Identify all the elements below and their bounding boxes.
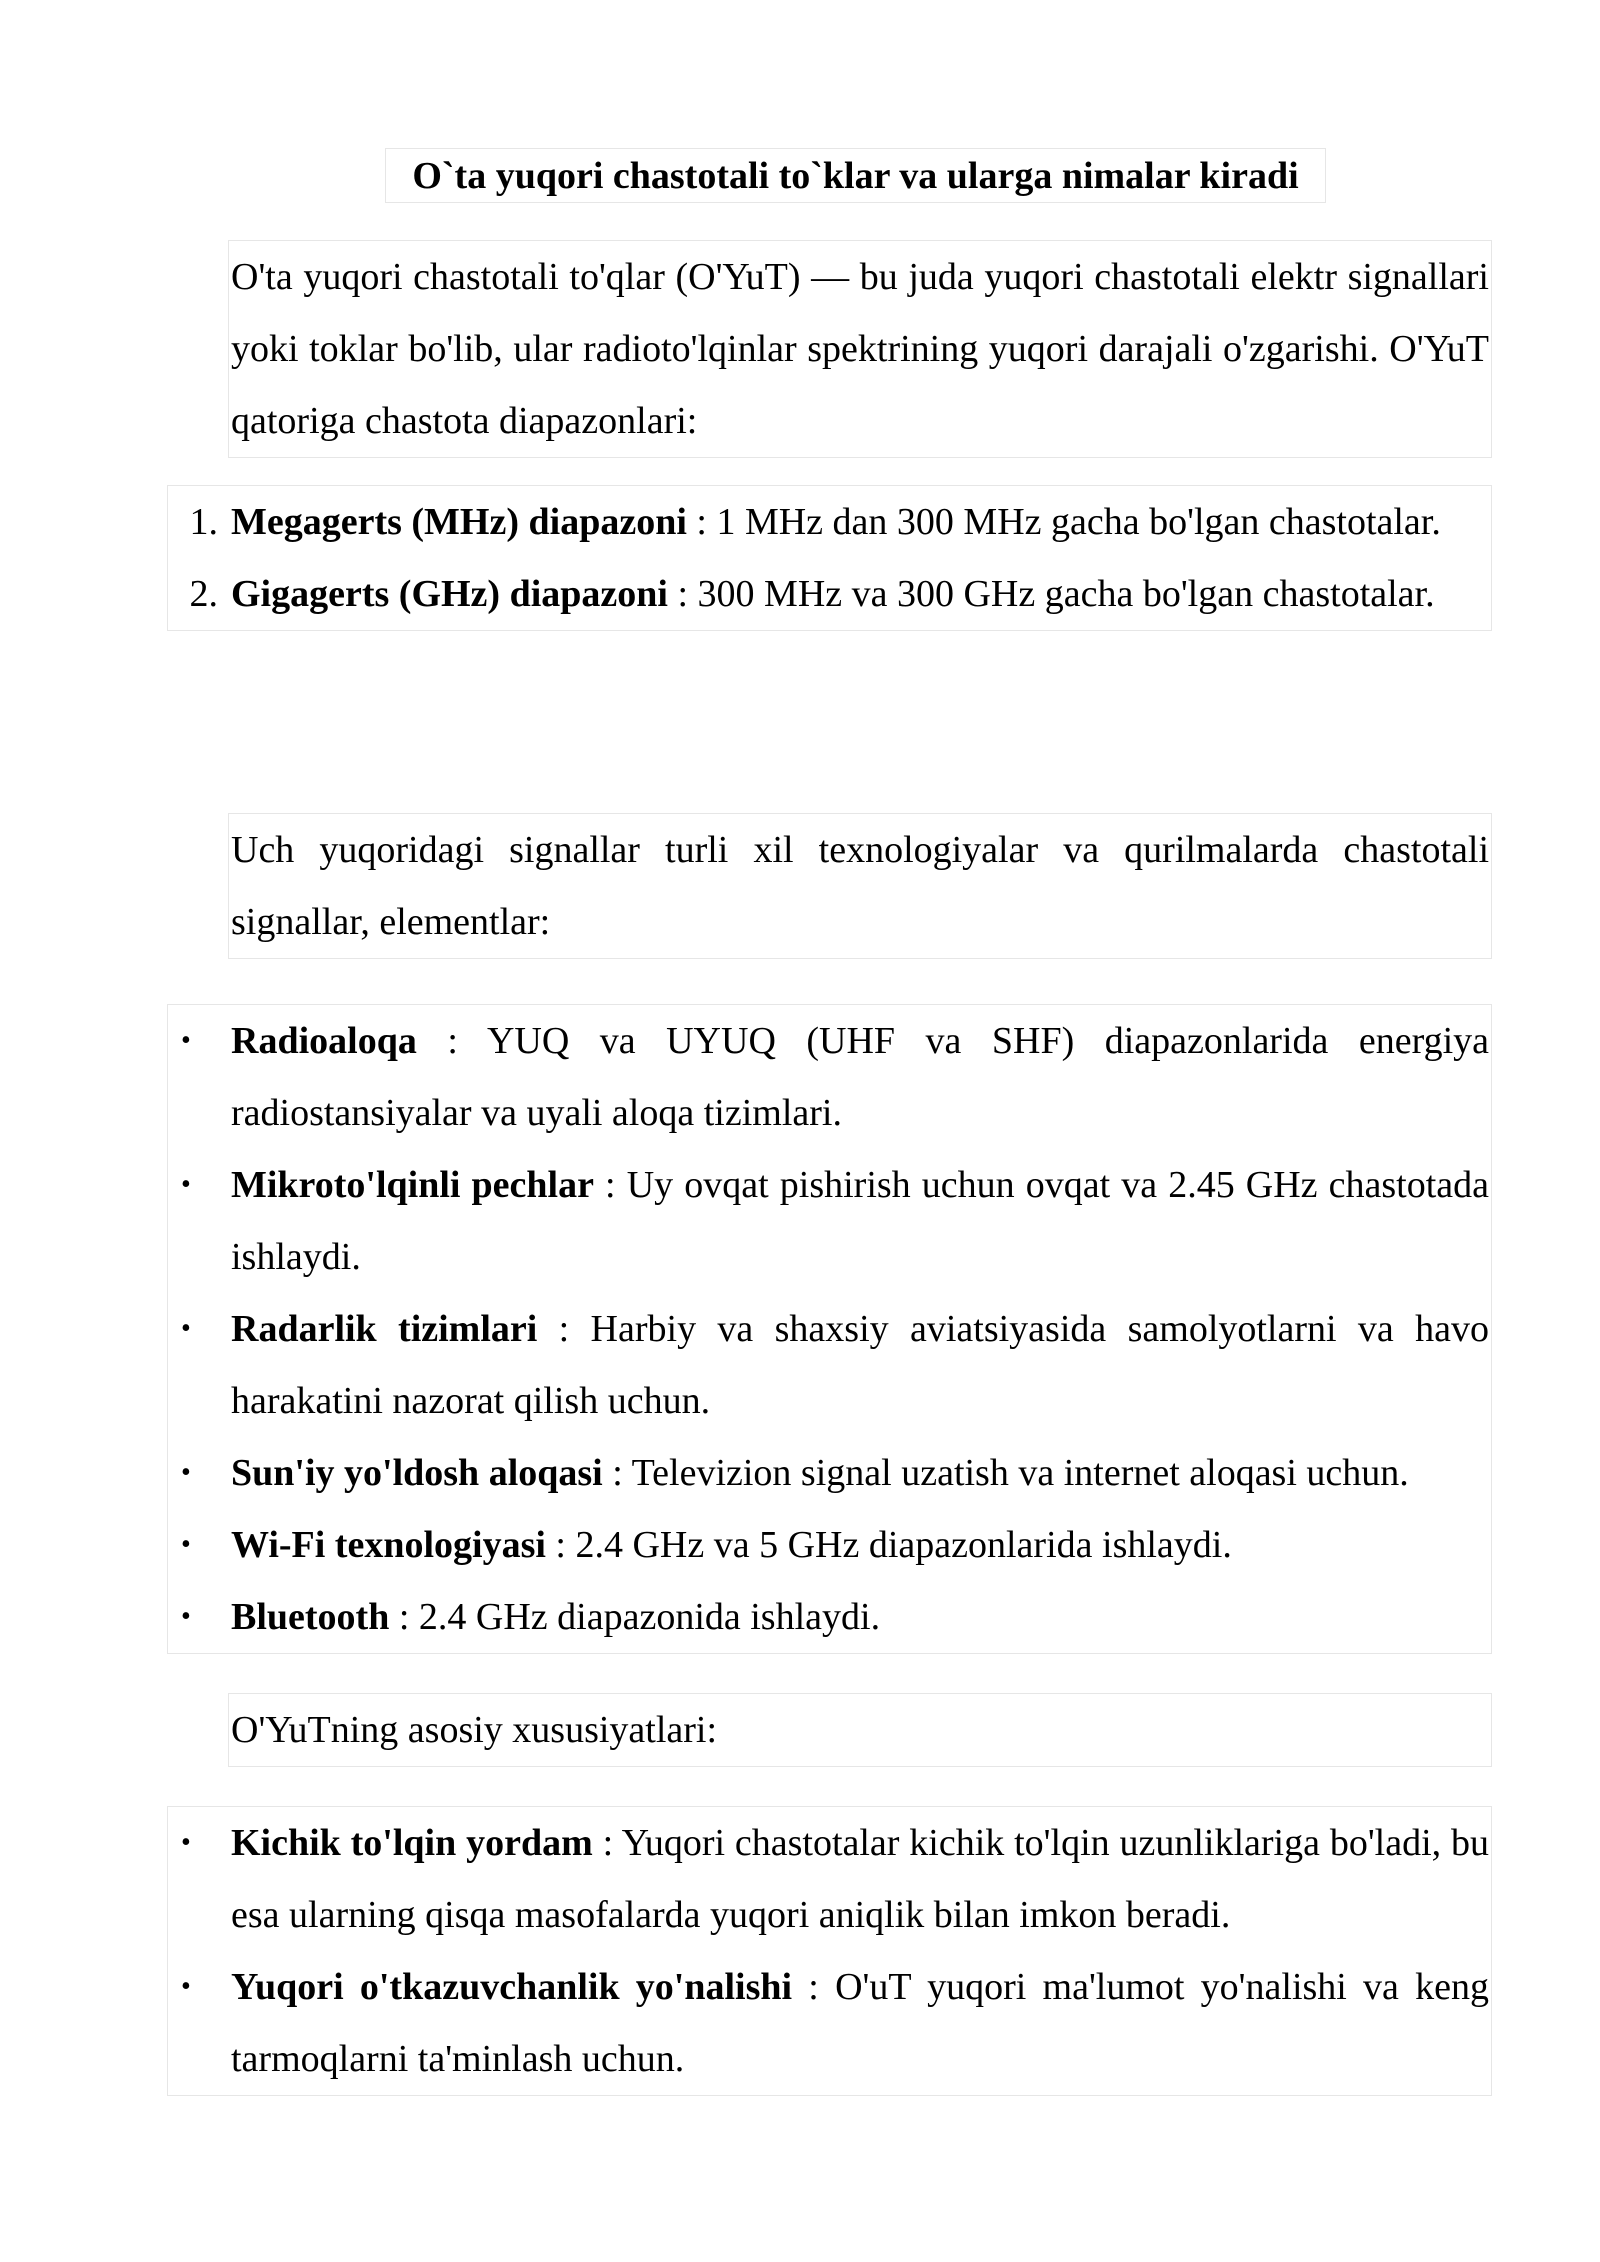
range-item <box>189 558 1491 630</box>
range-text: : 1 MHz dan 300 MHz gacha bo'lgan chastotalar. <box>686 501 1441 543</box>
feature-term: Kichik to'lqin yordam <box>231 1822 593 1864</box>
application-term: Mikroto'lqinli pechlar <box>231 1164 594 1206</box>
bullet-icon: • <box>181 1971 191 2002</box>
application-item <box>181 1437 1491 1509</box>
application-text: : Televizion signal uzatish va internet aloqasi uchun. <box>602 1452 1409 1494</box>
bullet-icon: • <box>181 1529 191 1560</box>
application-text: : Uy ovqat pishirish uchun ovqat va 2.45 GHz chastotada ishlaydi. <box>231 1164 1489 1278</box>
application-term: Sun'iy yo'ldosh aloqasi <box>231 1452 603 1494</box>
bullet-icon: • <box>181 1457 191 1488</box>
application-text: : YUQ va UYUQ (UHF va SHF) diapazonlarida energiya radiostansiyalar va uyali aloqa tizimlari. <box>231 1020 1489 1134</box>
frequency-ranges-list-box <box>167 485 1492 631</box>
bullet-icon: • <box>181 1313 191 1344</box>
application-item <box>181 1293 1491 1437</box>
application-text: : Harbiy va shaxsiy aviatsiyasida samolyotlarni va havo harakatini nazorat qilish uchun. <box>231 1308 1489 1422</box>
application-term: Radarlik tizimlari <box>231 1308 538 1350</box>
list-number: 2. <box>189 573 218 615</box>
application-term: Wi-Fi texnologiyasi <box>231 1524 546 1566</box>
application-text: : 2.4 GHz va 5 GHz diapazonlarida ishlaydi. <box>545 1524 1232 1566</box>
feature-item <box>181 1807 1491 1951</box>
application-text: : 2.4 GHz diapazonida ishlaydi. <box>389 1596 881 1638</box>
applications-list <box>168 1005 1491 1653</box>
applications-intro: Uch yuqoridagi signallar turli xil texnologiyalar va qurilmalarda chastotali signallar, elementlar: <box>231 829 1489 943</box>
range-term: Megagerts (MHz) diapazoni <box>231 501 687 543</box>
application-term: Bluetooth <box>231 1596 390 1638</box>
document-title: O`ta yuqori chastotali to`klar va ularga nimalar kiradi <box>385 148 1326 203</box>
list-number: 1. <box>189 501 218 543</box>
intro-paragraph: O'ta yuqori chastotali to'qlar (O'YuT) — bu juda yuqori chastotali elektr signallari yoki toklar bo'lib, ular radioto'lqinlar spektrining yuqori darajali o'zgarishi. O'YuT qatoriga chastota diapazonlari: <box>231 256 1489 442</box>
bullet-icon: • <box>181 1601 191 1632</box>
features-list <box>168 1807 1491 2095</box>
features-list-box <box>167 1806 1492 2096</box>
range-text: : 300 MHz va 300 GHz gacha bo'lgan chastotalar. <box>667 573 1435 615</box>
application-item <box>181 1509 1491 1581</box>
feature-term: Yuqori o'tkazuvchanlik yo'nalishi <box>231 1966 793 2008</box>
feature-text: : O'uT yuqori ma'lumot yo'nalishi va keng tarmoqlarni ta'minlash uchun. <box>231 1966 1489 2080</box>
features-intro: O'YuTning asosiy xususiyatlari: <box>231 1709 718 1751</box>
bullet-icon: • <box>181 1025 191 1056</box>
applications-list-box <box>167 1004 1492 1654</box>
bullet-icon: • <box>181 1827 191 1858</box>
range-item <box>189 486 1491 558</box>
frequency-ranges-list <box>168 486 1491 630</box>
bullet-icon: • <box>181 1169 191 1200</box>
applications-intro-box <box>228 813 1492 959</box>
features-intro-box <box>228 1693 1492 1767</box>
range-term: Gigagerts (GHz) diapazoni <box>231 573 668 615</box>
application-item <box>181 1581 1491 1653</box>
application-item <box>181 1005 1491 1149</box>
feature-item <box>181 1951 1491 2095</box>
feature-text: : Yuqori chastotalar kichik to'lqin uzunliklariga bo'ladi, bu esa ularning qisqa masofalarda yuqori aniqlik bilan imkon beradi. <box>231 1822 1489 1936</box>
intro-paragraph-box <box>228 240 1492 458</box>
application-item <box>181 1149 1491 1293</box>
application-term: Radioaloqa <box>231 1020 417 1062</box>
